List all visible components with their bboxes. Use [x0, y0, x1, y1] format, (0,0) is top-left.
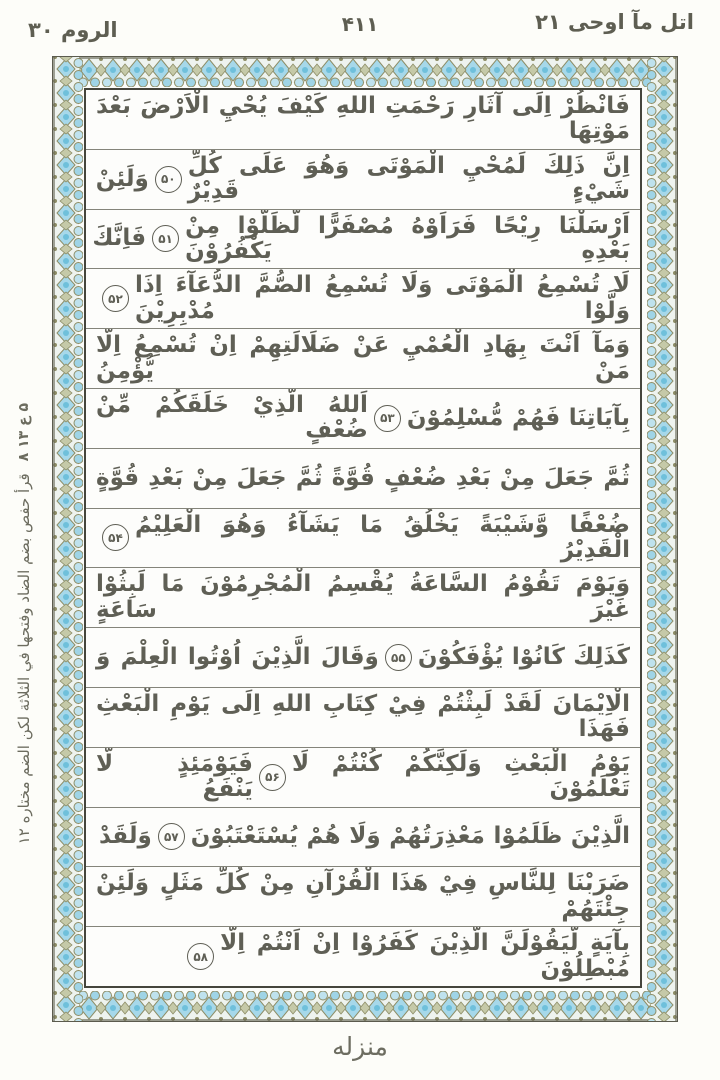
quran-text-segment: لَا تُسْمِعُ الْمَوْتَى وَلَا تُسْمِعُ الصُّمَّ الدُّعَآءَ اِذَا وَلَّوْا مُدْبِرِيْنَ	[135, 272, 630, 324]
ayah-number-medallion: ۵۲	[102, 285, 129, 312]
quran-line	[86, 568, 640, 628]
quran-line	[86, 449, 640, 509]
quran-text-segment: ضُعْفًا وَّشَيْبَةً يَخْلُقُ مَا يَشَآءُ وَهُوَ الْعَلِيْمُ الْقَدِيْرُ	[135, 511, 630, 563]
quran-text-segment: وَلَقَدْ	[99, 823, 152, 850]
quran-text-segment: فَيَوْمَئِذٍ لَّا يَنْفَعُ	[96, 750, 253, 803]
quran-text-segment: بِآيَةٍ لَّيَقُوْلَنَّ الَّذِيْنَ كَفَرُوْا اِنْ اَنْتُمْ اِلَّا مُبْطِلُوْنَ	[220, 930, 630, 982]
ayah-number-medallion: ۵۶	[259, 764, 286, 791]
border-band-left	[53, 57, 83, 1021]
quran-text-segment: وَلَئِنْ	[95, 165, 149, 192]
quran-text-segment: اِنَّ ذَلِكَ لَمُحْيِ الْمَوْتَى وَهُوَ عَلَى كُلِّ شَيْءٍ قَدِيْرٌ	[187, 152, 630, 205]
ayah-number-medallion: ۵۷	[158, 823, 185, 850]
quran-text-segment: يَوْمُ الْبَعْثِ وَلَكِنَّكُمْ كُنْتُمْ لَا تَعْلَمُوْنَ	[291, 750, 630, 803]
quran-text-segment: وَمَآ اَنْتَ بِهَادِ الْعُمْيِ عَنْ ضَلَالَتِهِمْ اِنْ تُسْمِعُ اِلَّا مَنْ يُّؤْمِنُ	[96, 332, 630, 384]
quran-text-segment: وَقَالَ الَّذِيْنَ اُوْتُوا الْعِلْمَ وَ	[96, 643, 379, 670]
quran-line	[86, 90, 640, 150]
quran-text-segment: فَاِنَّكَ	[92, 225, 147, 252]
quran-line	[86, 927, 640, 986]
quran-text-segment: فَانْظُرْ اِلَى آثَارِ رَحْمَتِ اللهِ كَيْفَ يُحْيِ الْاَرْضَ بَعْدَ مَوْتِهَا	[96, 93, 630, 145]
border-band-right	[647, 57, 677, 1021]
quran-text-segment: الَّذِيْنَ ظَلَمُوْا مَعْذِرَتُهُمْ وَلَا هُمْ يُسْتَعْتَبُوْنَ	[190, 823, 630, 850]
quran-line	[86, 269, 640, 329]
quran-line	[86, 808, 640, 868]
quran-line	[86, 628, 640, 688]
ruku-marker: ۵ ع ۱۳ ۸	[16, 403, 32, 462]
header-juz-label: اتل مآ اوحی ۲۱	[535, 10, 694, 34]
quran-line	[86, 748, 640, 808]
quran-text-segment: وَيَوْمَ تَقُوْمُ السَّاعَةُ يُقْسِمُ الْمُجْرِمُوْنَ مَا لَبِثُوْا غَيْرَ سَاعَةٍ	[96, 571, 630, 623]
quran-line	[86, 150, 640, 210]
ayah-number-medallion: ۵۸	[187, 943, 214, 970]
quran-text-block	[84, 88, 642, 988]
quran-text-segment: كَذَلِكَ كَانُوْا يُؤْفَكُوْنَ	[417, 643, 630, 670]
margin-note-text: قرأ حفص بضم الضاد وفتحها في الثلاثة لكن الضم مختاره ۱۲	[15, 473, 33, 845]
quran-text-segment: ضَرَبْنَا لِلنَّاسِ فِيْ هَذَا الْقُرْآنِ مِنْ كُلِّ مَثَلٍ وَلَئِنْ جِئْتَهُمْ	[96, 870, 630, 922]
header-surah-label: الروم ۳۰	[28, 18, 118, 42]
footer-catchword: منزله	[332, 1032, 388, 1061]
ayah-number-medallion: ۵۰	[155, 166, 182, 193]
quran-line	[86, 389, 640, 449]
quran-line	[86, 329, 640, 389]
quran-text-segment: اَرْسَلْنَا رِيْحًا فَرَاَوْهُ مُصْفَرًّا لَّظَلُّوْا مِنْ بَعْدِهِ يَكْفُرُوْنَ	[185, 212, 630, 264]
ayah-number-medallion: ۵۴	[102, 524, 129, 551]
margin-note-vertical	[8, 403, 40, 845]
quran-line	[86, 688, 640, 748]
border-band-top	[53, 57, 677, 87]
ayah-number-medallion: ۵۳	[374, 405, 401, 432]
quran-line	[86, 210, 640, 270]
quran-text-segment: ثُمَّ جَعَلَ مِنْ بَعْدِ ضُعْفٍ قُوَّةً ثُمَّ جَعَلَ مِنْ بَعْدِ قُوَّةٍ	[96, 464, 630, 491]
quran-line	[86, 509, 640, 569]
quran-text-segment: الْاِيْمَانَ لَقَدْ لَبِثْتُمْ فِيْ كِتَابِ اللهِ اِلَى يَوْمِ الْبَعْثِ فَهَذَا	[96, 691, 630, 743]
quran-line	[86, 867, 640, 927]
quran-text-segment: بِآيَاتِنَا فَهُمْ مُّسْلِمُوْنَ	[406, 404, 630, 431]
ayah-number-medallion: ۵۵	[385, 644, 412, 671]
ayah-number-medallion: ۵۱	[152, 225, 179, 252]
header-page-number: ۴۱۱	[341, 12, 379, 36]
border-band-bottom	[53, 991, 677, 1021]
quran-text-segment: اَللهُ الَّذِيْ خَلَقَكُمْ مِّنْ ضُعْفٍ	[96, 392, 368, 444]
